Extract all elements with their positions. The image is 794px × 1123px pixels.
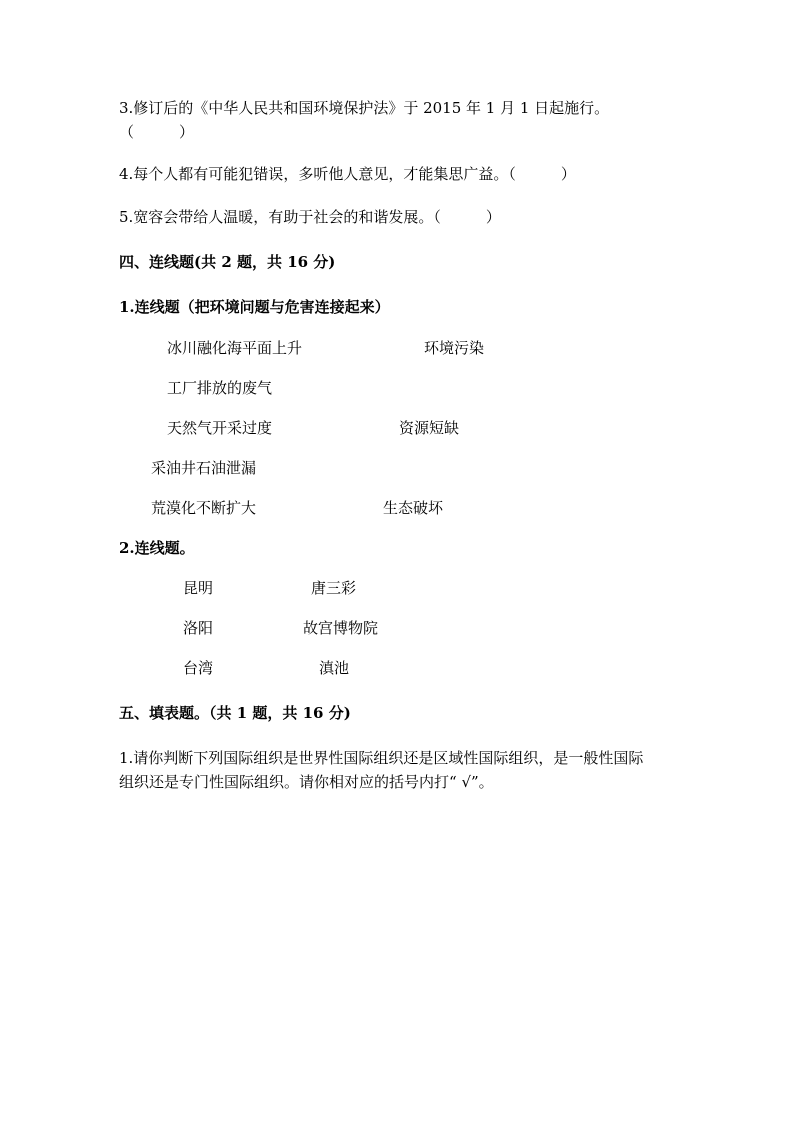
- judge-item-3: 3.修订后的《中华人民共和国环境保护法》于 2015 年 1 月 1 日起施行。: [119, 99, 610, 117]
- judge-item-4: 4.每个人都有可能犯错误，多听他人意见，才能集思广益。（ ）: [119, 165, 576, 183]
- q2-right-item: 故宫博物院: [303, 619, 379, 637]
- q1-right-item: 生态破坏: [383, 499, 444, 517]
- judge-item-5: 5.宽容会带给人温暖，有助于社会的和谐发展。（ ）: [119, 208, 501, 226]
- matching-q2-title: 2.连线题。: [119, 539, 195, 557]
- q2-left-item: 洛阳: [183, 619, 214, 637]
- q2-left-item: 昆明: [183, 579, 214, 597]
- q1-right-item: 环境污染: [424, 339, 485, 357]
- q1-left-item: 冰川融化海平面上升: [167, 339, 303, 357]
- q1-left-item: 荒漠化不断扩大: [151, 499, 257, 517]
- q2-right-item: 滇池: [319, 659, 350, 677]
- section-5-heading: 五、填表题。（共 1 题，共 16 分): [119, 704, 351, 722]
- matching-q1-title: 1.连线题（把环境问题与危害连接起来）: [119, 298, 390, 316]
- q1-left-item: 采油井石油泄漏: [151, 459, 257, 477]
- section-4-heading: 四、连线题(共 2 题，共 16 分): [119, 253, 336, 271]
- q2-right-item: 唐三彩: [311, 579, 357, 597]
- q1-left-item: 天然气开采过度: [167, 419, 273, 437]
- q1-right-item: 资源短缺: [399, 419, 460, 437]
- q2-left-item: 台湾: [183, 659, 214, 677]
- judge-item-3-paren: （ ）: [119, 123, 195, 141]
- table-q1-line-2: 组织还是专门性国际组织。请你相对应的括号内打“ √”。: [119, 773, 494, 791]
- table-q1-line-1: 1.请你判断下列国际组织是世界性国际组织还是区域性国际组织，是一般性国际: [119, 749, 644, 767]
- q1-left-item: 工厂排放的废气: [167, 379, 273, 397]
